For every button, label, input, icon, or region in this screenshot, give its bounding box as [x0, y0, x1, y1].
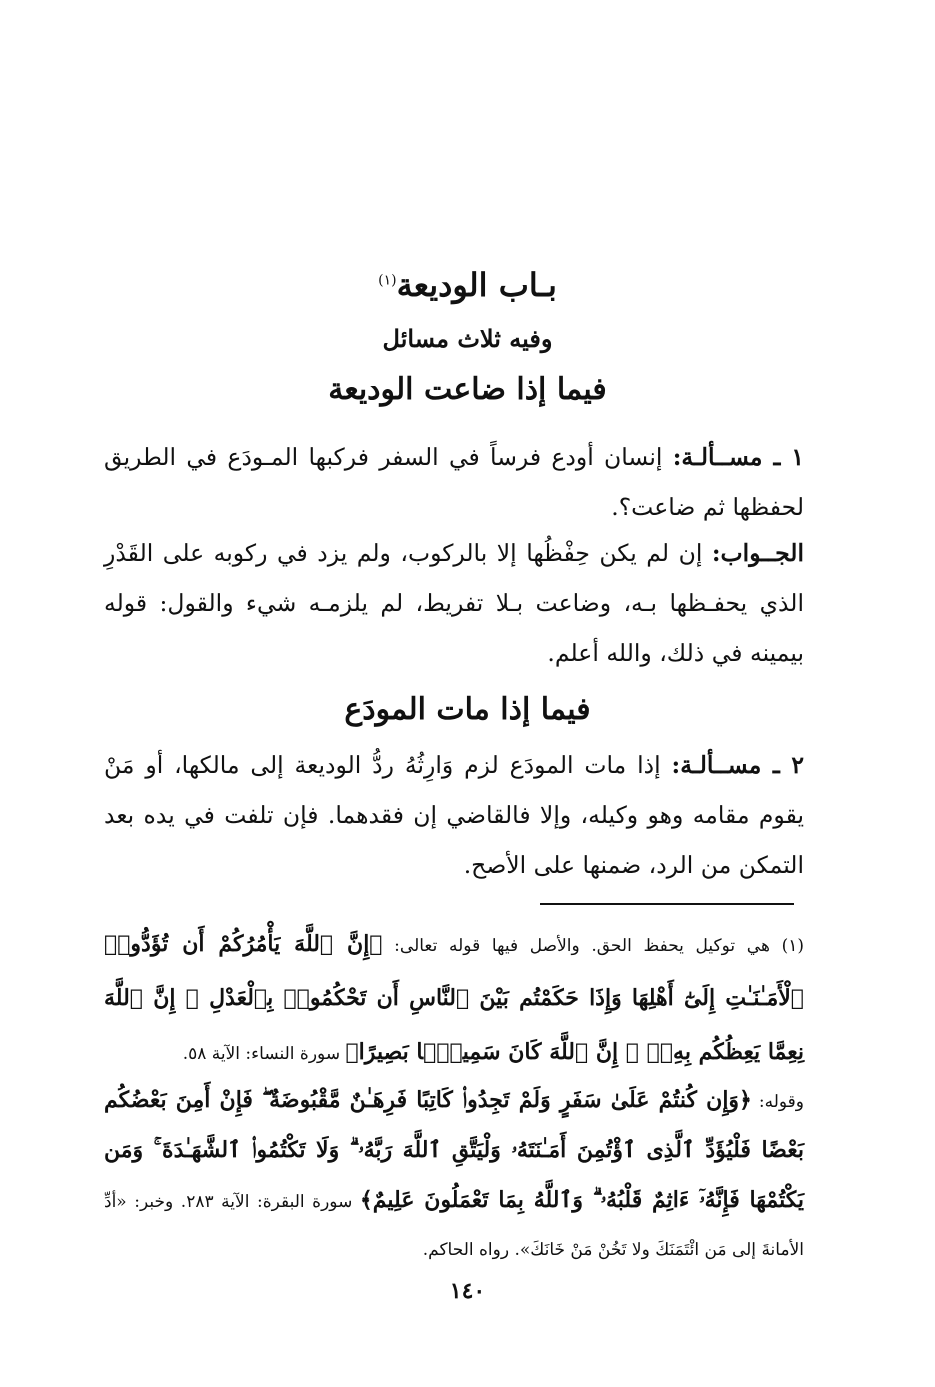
verse-citation: سورة النساء: الآية ٥٨. — [182, 1044, 341, 1064]
hadith-reference: وخبر: «أدِّ الأمانةَ إلى مَن ائْتَمَنَكَ ولا تَخُنْ مَنْ خَانَكَ». رواه الحاكم. — [104, 1192, 804, 1260]
chapter-subtitle: وفيه ثلاث مسائل — [382, 324, 553, 353]
chapter-title-text: بـاب الوديعة — [396, 266, 557, 304]
footnote-marker: (١) — [781, 936, 805, 956]
chapter-title — [0, 266, 935, 304]
answer-text: إن لم يكن حِفْظُها إلا بالركوب، ولم يزد في ركوبه على القَدْرِ الذي يحفـظها بـه، وضاعت بـلا تفريط، لم يلزمـه شيء والقول: قوله بيمينه في ذلك، والله أعلم. — [104, 539, 804, 667]
page-number: ١٤٠ — [449, 1278, 486, 1304]
verse-citation: سورة البقرة: الآية ٢٨٣. — [180, 1192, 353, 1212]
footnote-intro: وقوله: — [758, 1092, 804, 1112]
question-text: إنسان أودع فرساً في السفر فركبها المـودَع في الطريق لحفظها ثم ضاعت؟. — [104, 443, 804, 521]
chapter-footnote-marker: (١) — [378, 272, 397, 289]
section-heading-depositary-death: فيما إذا مات المودَع — [344, 692, 591, 727]
quran-verse: ﴿إِنَّ ٱللَّهَ يَأْمُرُكُمْ أَن تُؤَدُّوا۟ ٱلْأَمَـٰنَـٰتِ إِلَىٰٓ أَهْلِهَا وَإِذَا حَكَمْتُم بَيْنَ ٱلنَّاسِ أَن تَحْكُمُوا۟ بِٱلْعَدْلِ ۚ إِنَّ ٱللَّهَ نِعِمَّا يَعِظُكُم بِهِۦٓ ۗ إِنَّ ٱللَّهَ كَانَ سَمِيعًۢا بَصِيرًا﴾ — [104, 931, 804, 1065]
footnote-1 — [104, 918, 804, 1080]
question-paragraph-1 — [104, 432, 804, 532]
footnote-intro: هي توكيل يحفظ الحق. والأصل فيها قوله تعالى: — [394, 936, 770, 956]
question-text: إذا مات المودَع لزم وَارِثُهُ ردُّ الوديعة إلى مالكها، أو مَنْ يقوم مقامه وهو وكيله، وإلا فالقاضي إن فقدهما. فإن تلفت في يده بعد التمكن من الرد، ضمنها على الأصح. — [104, 751, 804, 879]
footnote-1-continuation — [104, 1076, 804, 1274]
answer-label: الجــواب: — [711, 539, 804, 567]
question-label: ١ ـ مســألـة: — [672, 443, 804, 471]
quran-verse: ﴿وَإِن كُنتُمْ عَلَىٰ سَفَرٍ وَلَمْ تَجِدُوا۟ كَاتِبًا فَرِهَـٰنٌ مَّقْبُوضَةٌ ۖ فَإِنْ أَمِنَ بَعْضُكُم بَعْضًا فَلْيُؤَدِّ ٱلَّذِى ٱؤْتُمِنَ أَمَـٰنَتَهُۥ وَلْيَتَّقِ ٱللَّهَ رَبَّهُۥ ۗ وَلَا تَكْتُمُوا۟ ٱلشَّهَـٰدَةَ ۚ وَمَن يَكْتُمْهَا فَإِنَّهُۥٓ ءَاثِمٌ قَلْبُهُۥ ۗ وَٱللَّهُ بِمَا تَعْمَلُونَ عَلِيمٌ﴾ — [104, 1087, 804, 1213]
question-paragraph-2 — [104, 740, 804, 890]
section-heading-lost-deposit: فيما إذا ضاعت الوديعة — [328, 372, 607, 407]
answer-paragraph-1 — [104, 528, 804, 678]
footnote-divider — [540, 903, 794, 905]
question-label: ٢ ـ مســألـة: — [671, 751, 804, 779]
